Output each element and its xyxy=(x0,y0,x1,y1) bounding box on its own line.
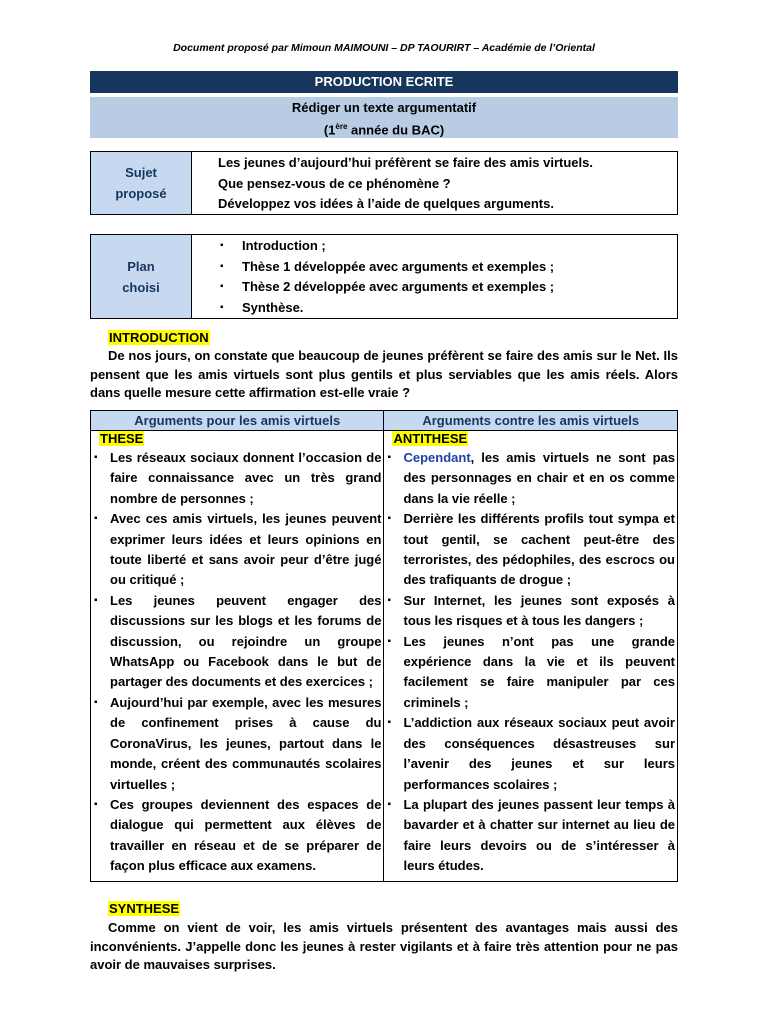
plan-label-2: choisi xyxy=(122,279,160,295)
subtitle-bac: année du BAC) xyxy=(347,122,445,138)
argument-contre: ▪ L’addiction aux réseaux sociaux peut avoir des conséquences désastreuses sur l’avenir des jeunes et sur leurs performances scolaires ; xyxy=(386,713,675,795)
plan-list xyxy=(192,235,677,318)
introduction-text: De nos jours, on constate que beaucoup de jeunes préfèrent se faire des amis sur le Net. Ils pensent que les amis virtuels sont plus gentils et plus serviables que les amis réels. Alors dans quelle mesure cette affirmation est-elle vraie ? xyxy=(90,348,678,400)
these-cell xyxy=(91,431,384,882)
subtitle-line-2 xyxy=(90,117,678,139)
plan-item: ▪ Synthèse. xyxy=(242,298,677,319)
sujet-label-1: Sujet xyxy=(125,165,157,180)
synthese-heading: SYNTHESE xyxy=(109,901,180,916)
page-subtitle xyxy=(90,97,678,138)
synthese-paragraph xyxy=(90,919,678,975)
argument-pour: ▪ Aujourd’hui par exemple, avec les mesures de confinement prises à cause du CoronaVirus, les jeunes, partout dans le monde, créent des communautés scolaires virtuelles ; xyxy=(93,693,381,795)
synthese-text: Comme on vient de voir, les amis virtuels présentent des avantages mais aussi des inconvénients. J’appelle donc les jeunes à rester vigilants et à faire très attention pour ne pas avoir de mauvaises surprises. xyxy=(90,920,678,972)
page-title: PRODUCTION ECRITE xyxy=(90,71,678,93)
introduction-heading: INTRODUCTION xyxy=(109,330,209,345)
argument-contre: ▪ Sur Internet, les jeunes sont exposés à tous les risques et à tous les dangers ; xyxy=(386,591,675,632)
subtitle-line-1: Rédiger un texte argumentatif xyxy=(291,100,477,115)
plan-item: ▪ Introduction ; xyxy=(242,236,677,257)
plan-label xyxy=(91,235,192,318)
plan-item: ▪ Thèse 2 développée avec arguments et exemples ; xyxy=(242,277,677,298)
document-credit: Document proposé par Mimoun MAIMOUNI – DP TAOURIRT – Académie de l’Oriental xyxy=(173,42,595,54)
argument-contre: ▪ Derrière les différents profils tout sympa et tout gentil, se cachent peut-être des terroristes, des pédophiles, des escrocs ou des trafiquants de drogue ; xyxy=(386,509,675,591)
argument-contre-rest: , les amis virtuels ne sont pas des personnages en chair et en os comme dans la vie réelle ; xyxy=(403,450,675,506)
subtitle-year: (1 xyxy=(323,122,336,138)
connector-keyword: Cependant xyxy=(403,450,471,465)
column-header-pour: Arguments pour les amis virtuels xyxy=(91,411,384,431)
sujet-line: Développez vos idées à l’aide de quelques arguments. xyxy=(218,196,554,211)
plan-label-1: Plan xyxy=(127,258,155,274)
antithese-label: ANTITHESE xyxy=(393,431,468,446)
column-header-contre: Arguments contre les amis virtuels xyxy=(384,411,678,431)
argument-contre: ▪ Les jeunes n’ont pas une grande expérience dans la vie et ils peuvent facilement se faire manipuler par ces criminels ; xyxy=(386,632,675,714)
plan-item: ▪ Thèse 1 développée avec arguments et exemples ; xyxy=(242,257,677,278)
antithese-cell xyxy=(384,431,678,882)
introduction-paragraph xyxy=(90,347,678,403)
sujet-line: Les jeunes d’aujourd’hui préfèrent se faire des amis virtuels. xyxy=(218,155,593,170)
argument-pour: ▪ Avec ces amis virtuels, les jeunes peuvent exprimer leurs idées et leurs opinions en toute liberté et sans avoir peur d’être jugé ou critiqué ; xyxy=(93,509,381,591)
sujet-label xyxy=(91,152,192,214)
argument-pour: ▪ Les jeunes peuvent engager des discussions sur les blogs et les forums de discussion, ou rejoindre un groupe WhatsApp ou Facebook dans le but de partager des documents et des exercices ; xyxy=(93,591,381,693)
argument-pour: ▪ Ces groupes deviennent des espaces de dialogue qui permettent aux élèves de travailler en réseau et de se préparer de façon plus efficace aux examens. xyxy=(93,795,381,877)
sujet-line: Que pensez-vous de ce phénomène ? xyxy=(218,175,451,191)
arguments-table xyxy=(90,410,678,882)
plan-box xyxy=(90,234,678,319)
sujet-box xyxy=(90,151,678,215)
argument-contre: ▪ La plupart des jeunes passent leur temps à bavarder et à chatter sur internet au lieu de faire leurs devoirs ou de s’intéresser à leurs études. xyxy=(386,795,675,877)
argument-contre xyxy=(386,448,675,509)
sujet-label-2: proposé xyxy=(115,186,167,201)
these-label: THESE xyxy=(100,431,144,446)
subtitle-sup: ère xyxy=(335,122,348,131)
argument-pour: ▪ Les réseaux sociaux donnent l’occasion de faire connaissance avec un très grand nombre de personnes ; xyxy=(93,448,381,509)
sujet-text xyxy=(192,152,677,214)
